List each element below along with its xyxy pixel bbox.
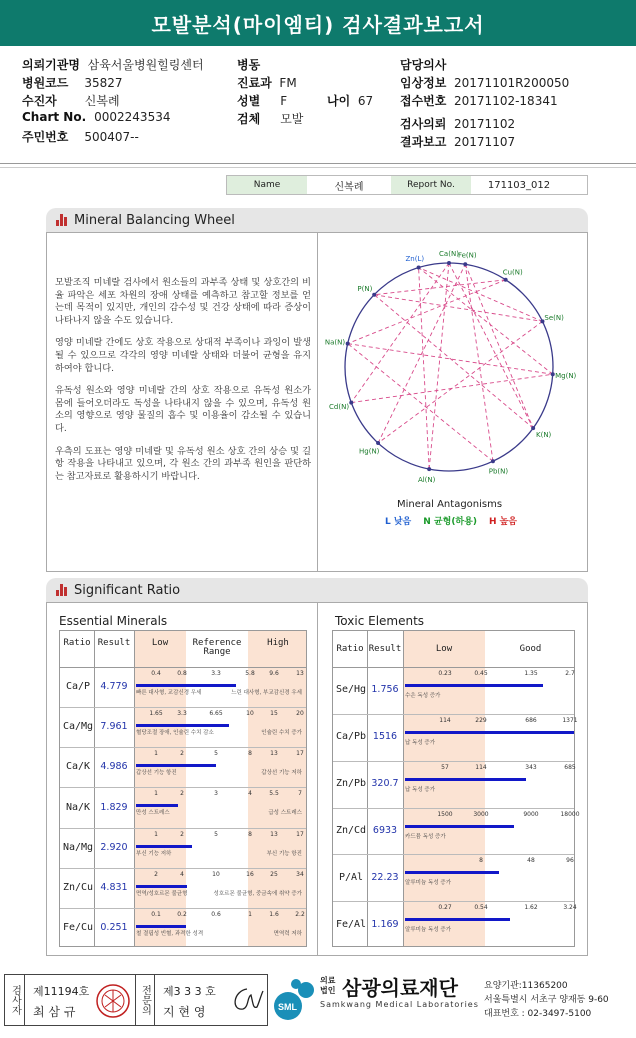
element-label: Mg(N) xyxy=(555,371,577,380)
essential-title: Essential Minerals xyxy=(59,614,168,628)
ratio-label: Zn/Pb xyxy=(335,778,367,790)
tick-label: 0.4 xyxy=(151,670,161,677)
element-node xyxy=(349,401,353,405)
tick-label: 25 xyxy=(270,870,278,878)
element-label: K(N) xyxy=(536,431,552,440)
paragraph: 유독성 원소와 영양 미네랄 간의 상호 작용으로 유독성 원소가 몸에 들어오더라도 독성을 나타내지 않을 수 있으며, 유독성 원소의 영향으로 영양 물질의 흡수 및 이용율이 감소될 수 있습니다. xyxy=(55,385,311,434)
column-divider xyxy=(134,631,135,946)
info-patient: 수진자 신복례 xyxy=(22,94,120,108)
tick-label: 57 xyxy=(441,763,449,771)
result-value: 22.23 xyxy=(371,871,399,883)
address: 서울특별시 서초구 양재동 9-60 xyxy=(484,995,609,1005)
inspector-no: 제11194호 xyxy=(33,985,90,998)
low-annotation: 갑상선 기능 항진 xyxy=(136,770,177,777)
chart-icon xyxy=(56,214,68,226)
tick-label: 2 xyxy=(180,830,184,838)
element-label: Zn(L) xyxy=(405,254,425,263)
ratio-section-header xyxy=(46,578,588,602)
report-title: 모발분석(마이엠티) 검사결과보고서 xyxy=(0,0,636,46)
result-bar xyxy=(136,724,229,727)
ratio-label: Se/Hg xyxy=(335,684,367,696)
name-band xyxy=(226,175,588,195)
header-divider xyxy=(333,667,574,668)
low-annotation: 납 독성 증가 xyxy=(405,739,436,746)
element-node xyxy=(491,459,495,463)
element-label: Na(N) xyxy=(324,338,346,347)
info-resident-no: 주민번호 500407-- xyxy=(22,130,139,144)
high-annotation: 면역력 저하 xyxy=(273,930,302,937)
tick-label: 0.45 xyxy=(474,670,488,677)
info-specimen: 검체 모발 xyxy=(237,112,304,126)
element-label: Ca(N) xyxy=(439,250,459,258)
tick-label: 2.7 xyxy=(565,670,575,677)
low-annotation: 알루미늄 독성 증가 xyxy=(405,927,452,934)
tick-label: 3 xyxy=(214,790,218,798)
tick-label: 48 xyxy=(527,857,535,865)
column-header: Result xyxy=(368,644,402,654)
antagonism-line xyxy=(449,263,533,428)
chart-icon xyxy=(56,584,68,596)
tick-label: 7 xyxy=(298,790,302,798)
info-facility: 의뢰기관명 삼육서울병원힐링센터 xyxy=(22,58,204,72)
reference-zone xyxy=(186,631,248,946)
low-annotation: 부신 기능 저하 xyxy=(136,850,172,857)
antagonism-line xyxy=(351,374,552,402)
tick-label: 686 xyxy=(525,716,537,724)
expert-name: 지 현 영 xyxy=(163,1005,206,1019)
result-value: 4.986 xyxy=(100,761,128,773)
antagonism-line xyxy=(429,263,449,469)
ratio-label: Zn/Cd xyxy=(335,824,367,836)
element-node xyxy=(531,426,535,430)
result-value: 1516 xyxy=(372,731,398,743)
tick-label: 4 xyxy=(180,870,184,878)
high-annotation: 급성 스트레스 xyxy=(268,810,302,817)
legend-high: H 높음 xyxy=(488,517,517,527)
tick-label: 15 xyxy=(270,710,278,718)
tick-label: 0.23 xyxy=(438,670,452,677)
result-bar xyxy=(136,885,187,888)
result-value: 4.779 xyxy=(100,681,128,693)
antagonism-line xyxy=(378,321,542,443)
column-divider xyxy=(94,631,95,946)
ratio-label: Ca/Mg xyxy=(62,721,94,733)
info-doctor: 담당의사 xyxy=(400,58,447,72)
ratio-label: Fe/Al xyxy=(335,918,367,930)
expert-label: 전문의 xyxy=(135,975,155,1025)
element-node xyxy=(346,342,350,346)
result-bar xyxy=(136,925,186,928)
element-node xyxy=(463,262,467,266)
tick-label: 1 xyxy=(154,790,158,798)
antagonism-line xyxy=(348,344,493,462)
tick-label: 10 xyxy=(212,870,220,878)
element-node xyxy=(372,293,376,297)
tick-label: 3.24 xyxy=(563,904,577,912)
row-divider xyxy=(60,787,306,788)
ratio-label: Na/Mg xyxy=(62,841,94,853)
wheel-caption: Mineral Antagonisms xyxy=(397,499,503,510)
result-bar xyxy=(136,804,178,807)
tick-label: 17 xyxy=(296,830,304,838)
low-zone-tint xyxy=(134,631,186,946)
element-label: Pb(N) xyxy=(488,467,509,476)
divider xyxy=(0,163,636,164)
tick-label: 13 xyxy=(270,830,278,838)
tick-label: 0.1 xyxy=(151,910,161,918)
ratio-label: Zn/Cu xyxy=(62,881,94,893)
ratio-label: Na/K xyxy=(65,801,91,813)
high-annotation: 느린 대사형, 부교감신경 우세 xyxy=(231,690,302,696)
row-divider xyxy=(60,828,306,829)
row-divider xyxy=(60,707,306,708)
column-header: Result xyxy=(97,638,131,648)
info-sex: 성별 F xyxy=(237,94,288,108)
row-divider xyxy=(333,808,574,809)
seal-stamp xyxy=(95,981,131,1021)
tick-label: 0.27 xyxy=(438,904,452,912)
tick-label: 1.65 xyxy=(149,710,163,718)
tick-label: 3.3 xyxy=(211,670,221,677)
tick-label: 114 xyxy=(439,716,451,724)
result-value: 1.756 xyxy=(371,684,399,696)
phone: 대표번호 : 02-3497-5100 xyxy=(484,1009,592,1019)
result-bar xyxy=(405,871,499,874)
high-annotation: 인슐린 수치 증가 xyxy=(261,730,302,737)
row-divider xyxy=(333,901,574,902)
paragraph: 영양 미네랄 간에도 상호 작용으로 상대적 부족이나 과잉이 발생될 수 있으므로 각각의 영양 미네랄 상태와 더불어 균형을 유지하여야 합니다. xyxy=(55,337,311,374)
result-value: 320.7 xyxy=(371,778,399,790)
tick-label: 0.8 xyxy=(177,670,187,677)
tick-label: 2.2 xyxy=(295,910,305,918)
element-label: Cu(N) xyxy=(502,268,523,277)
tick-label: 5 xyxy=(214,830,218,838)
toxic-title: Toxic Elements xyxy=(335,614,425,628)
inspector-name: 최 삼 규 xyxy=(33,1005,76,1019)
low-annotation: 철 결핍성 빈혈, 과격한 성격 xyxy=(136,930,204,937)
column-header: Low xyxy=(151,638,169,648)
essential-table xyxy=(59,630,307,947)
header-divider xyxy=(60,667,306,668)
legend-normal: N 균형(하용) xyxy=(423,517,477,527)
result-value: 1.829 xyxy=(100,801,128,813)
ratio-box xyxy=(46,602,588,956)
footer xyxy=(0,968,636,1038)
report-no: 171103_012 xyxy=(487,179,551,191)
tick-label: 2 xyxy=(180,790,184,798)
ratio-label: Ca/P xyxy=(65,681,91,693)
result-value: 4.831 xyxy=(100,881,128,893)
wheel-section-header xyxy=(46,208,588,232)
tick-label: 8 xyxy=(479,857,483,865)
antagonism-line xyxy=(465,264,533,428)
element-label: Hg(N) xyxy=(359,447,380,456)
divider xyxy=(317,603,318,955)
tick-label: 5 xyxy=(214,750,218,758)
paragraph: 모발조직 미네랄 검사에서 원소들의 과부족 상태 및 상호간의 비율 파악은 세포 차원의 장애 상태를 예측하고 참고할 정보를 얻는데 목적이 있지만, 개인의 감수성 및 건강 상태에 따라 증상이 나타나지 않을 수도 있습니다. xyxy=(55,277,311,326)
tick-label: 96 xyxy=(566,857,574,865)
info-department: 진료과 FM xyxy=(237,76,297,90)
result-value: 7.961 xyxy=(100,721,128,733)
row-divider xyxy=(333,854,574,855)
column-header: Ratio xyxy=(336,644,364,654)
tick-label: 0.54 xyxy=(474,904,488,912)
tick-label: 0.2 xyxy=(177,910,187,918)
tick-label: 5.8 xyxy=(245,670,255,677)
column-header: Low xyxy=(435,644,453,654)
low-annotation: 카드뮴 독성 증가 xyxy=(405,833,446,840)
antagonism-line xyxy=(374,295,533,428)
info-hospital-code: 병원코드 35827 xyxy=(22,76,123,90)
tick-label: 16 xyxy=(246,870,254,878)
result-bar xyxy=(136,845,192,848)
tick-label: 229 xyxy=(475,716,487,724)
ratio-label: P/Al xyxy=(338,871,364,883)
tick-label: 8 xyxy=(248,830,252,838)
element-label: Fe(N) xyxy=(457,251,477,260)
name-label: Name xyxy=(227,176,307,194)
high-zone xyxy=(248,631,306,946)
tick-label: 2 xyxy=(180,750,184,758)
org-name: 삼광의료재단 xyxy=(342,976,458,1000)
result-value: 6933 xyxy=(372,824,398,836)
wheel-box xyxy=(46,232,588,572)
org-english: Samkwang Medical Laboratories xyxy=(320,1000,479,1009)
low-annotation: 빠른 대사형, 교감신경 우세 xyxy=(136,690,202,696)
tick-label: 1371 xyxy=(562,716,578,724)
row-divider xyxy=(333,714,574,715)
info-clinical: 임상정보 20171101R200050 xyxy=(400,76,570,90)
tick-label: 8 xyxy=(248,750,252,758)
tick-label: 685 xyxy=(564,763,576,771)
tick-label: 0.6 xyxy=(211,910,221,918)
element-label: Al(N) xyxy=(417,475,436,484)
row-divider xyxy=(60,908,306,909)
signature-box xyxy=(4,974,268,1026)
high-annotation: 갑상선 기능 저하 xyxy=(261,770,302,777)
element-label: Se(N) xyxy=(544,314,564,323)
low-annotation: 수은 독성 증가 xyxy=(405,693,441,699)
high-annotation: 부신 기능 항진 xyxy=(266,850,302,857)
report-no-label: Report No. xyxy=(391,176,471,194)
tick-label: 34 xyxy=(296,870,304,878)
ratio-label: Ca/K xyxy=(65,761,91,773)
antagonism-line xyxy=(419,268,553,375)
element-node xyxy=(417,266,421,270)
result-bar xyxy=(405,918,510,921)
tick-label: 343 xyxy=(525,763,537,771)
element-node xyxy=(447,261,451,265)
tick-label: 3000 xyxy=(473,810,489,818)
low-annotation: 납 독성 증가 xyxy=(405,786,436,793)
antagonism-line xyxy=(378,264,465,443)
result-value: 1.169 xyxy=(371,918,399,930)
column-header: High xyxy=(267,638,289,648)
result-value: 0.251 xyxy=(100,921,128,933)
patient-name: 신복례 xyxy=(334,181,364,193)
result-value: 2.920 xyxy=(100,841,128,853)
result-bar xyxy=(405,731,574,734)
element-node xyxy=(376,441,380,445)
tick-label: 13 xyxy=(270,750,278,758)
info-receipt-no: 접수번호 20171102-18341 xyxy=(400,94,558,108)
result-bar xyxy=(405,684,543,687)
tick-label: 1.35 xyxy=(524,670,538,677)
wheel-section-title: Mineral Balancing Wheel xyxy=(74,212,235,228)
column-header: Reference Range xyxy=(192,638,242,657)
ratio-section-title: Significant Ratio xyxy=(74,582,181,598)
tick-label: 3.3 xyxy=(177,710,187,718)
mineral-wheel xyxy=(318,233,588,533)
toxic-table xyxy=(332,630,580,947)
element-node xyxy=(427,467,431,471)
tick-label: 1500 xyxy=(437,810,453,818)
column-divider xyxy=(403,631,404,946)
result-bar xyxy=(405,778,526,781)
info-report-date: 결과보고 20171107 xyxy=(400,135,516,149)
low-annotation: 면역/성호르몬 불균형 xyxy=(136,890,188,897)
antagonism-line xyxy=(465,264,493,461)
tick-label: 1 xyxy=(154,830,158,838)
info-request-date: 검사의뢰 20171102 xyxy=(400,117,516,131)
low-annotation: 혈당조절 장애, 인슐린 수치 감소 xyxy=(136,730,214,737)
result-bar xyxy=(136,684,236,687)
info-ward: 병동 xyxy=(237,58,261,72)
result-bar xyxy=(136,764,216,767)
element-label: Cd(N) xyxy=(329,402,350,411)
column-header: Good xyxy=(519,644,542,654)
info-chart-no: Chart No. 0002243534 xyxy=(22,110,171,124)
tick-label: 18000 xyxy=(560,810,580,818)
tick-label: 114 xyxy=(475,763,487,771)
tick-label: 20 xyxy=(296,710,304,718)
svg-text:SML: SML xyxy=(278,1002,297,1012)
low-annotation: 알루미늄 독성 증가 xyxy=(405,880,452,887)
high-annotation: 성호르몬 불균형, 중금속에 취약 증가 xyxy=(213,890,302,897)
expert-no: 제3 3 3 호 xyxy=(163,985,216,998)
tick-label: 1.62 xyxy=(524,904,538,912)
tick-label: 1.6 xyxy=(269,910,279,918)
low-annotation: 만성 스트레스 xyxy=(136,810,170,817)
element-label: P(N) xyxy=(357,284,373,293)
tick-label: 4 xyxy=(248,790,252,798)
signature xyxy=(227,983,265,1017)
org-prefix: 의료법인 xyxy=(320,976,336,995)
tick-label: 17 xyxy=(296,750,304,758)
tick-label: 10 xyxy=(246,710,254,718)
result-bar xyxy=(405,825,514,828)
row-divider xyxy=(60,747,306,748)
tick-label: 1 xyxy=(154,750,158,758)
facility-code: 요양기관:11365200 xyxy=(484,981,568,991)
element-node xyxy=(504,278,508,282)
paragraph: 우측의 도표는 영양 미네랄 및 유독성 원소 상호 간의 상승 및 길항 작용을 나타내고 있으며, 각 원소 간의 과부족 원인을 판단하는 참고자료로 활용하시기 바랍니다. xyxy=(55,445,311,482)
tick-label: 9000 xyxy=(523,810,539,818)
wheel-legend xyxy=(385,514,517,527)
legend-low: L 낮음 xyxy=(385,517,412,527)
row-divider xyxy=(60,868,306,869)
column-header: Ratio xyxy=(63,638,91,648)
ratio-label: Fe/Cu xyxy=(62,921,94,933)
inspector-label: 검사자 xyxy=(5,975,25,1025)
tick-label: 5.5 xyxy=(269,790,279,798)
antagonism-line xyxy=(419,268,430,470)
ratio-label: Ca/Pb xyxy=(335,731,367,743)
tick-label: 6.65 xyxy=(209,710,223,718)
info-age: 나이 67 xyxy=(327,94,374,108)
tick-label: 1 xyxy=(248,910,252,918)
divider xyxy=(0,167,636,168)
row-divider xyxy=(333,761,574,762)
tick-label: 9.6 xyxy=(269,670,279,677)
wheel-description xyxy=(55,277,311,493)
sml-logo-icon xyxy=(272,976,318,1024)
tick-label: 13 xyxy=(296,670,304,677)
tick-label: 2 xyxy=(154,870,158,878)
